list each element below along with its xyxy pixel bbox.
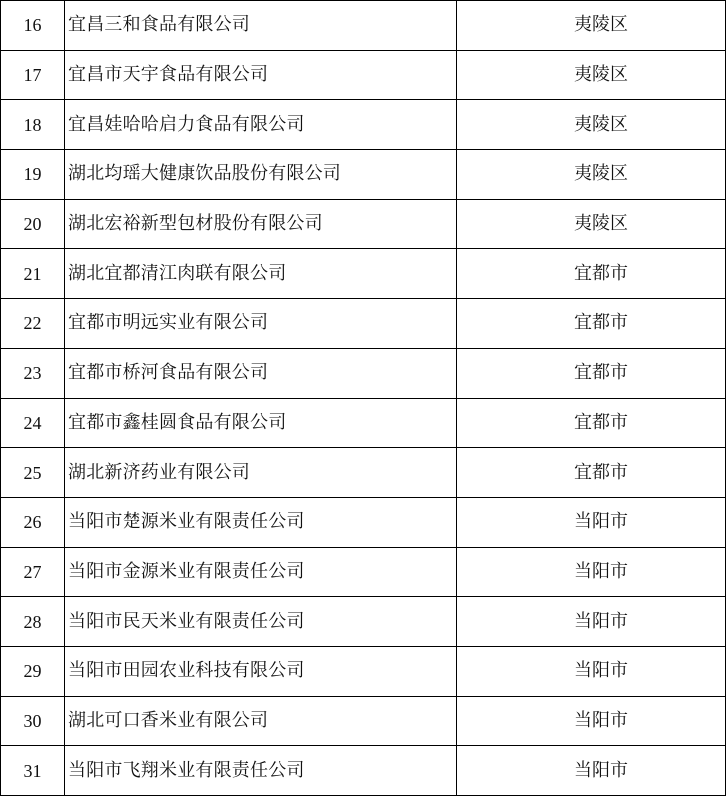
table-row <box>1 597 726 647</box>
region-name: 夷陵区 <box>457 50 726 100</box>
company-table-body <box>1 1 726 796</box>
region-name: 宜都市 <box>457 448 726 498</box>
table-row <box>1 746 726 796</box>
region-name: 当阳市 <box>457 497 726 547</box>
row-number: 30 <box>1 696 65 746</box>
company-name: 宜都市桥河食品有限公司 <box>65 348 457 398</box>
table-row <box>1 299 726 349</box>
row-number: 18 <box>1 100 65 150</box>
row-number: 20 <box>1 199 65 249</box>
row-number: 28 <box>1 597 65 647</box>
region-name: 当阳市 <box>457 646 726 696</box>
table-row <box>1 348 726 398</box>
region-name: 当阳市 <box>457 597 726 647</box>
row-number: 16 <box>1 1 65 51</box>
company-name: 宜昌娃哈哈启力食品有限公司 <box>65 100 457 150</box>
table-row <box>1 646 726 696</box>
region-name: 夷陵区 <box>457 199 726 249</box>
table-row <box>1 696 726 746</box>
company-name: 湖北宏裕新型包材股份有限公司 <box>65 199 457 249</box>
region-name: 宜都市 <box>457 299 726 349</box>
table-row <box>1 100 726 150</box>
region-name: 夷陵区 <box>457 150 726 200</box>
row-number: 17 <box>1 50 65 100</box>
company-name: 当阳市飞翔米业有限责任公司 <box>65 746 457 796</box>
company-name: 当阳市金源米业有限责任公司 <box>65 547 457 597</box>
table-row <box>1 50 726 100</box>
table-row <box>1 150 726 200</box>
table-row <box>1 249 726 299</box>
company-name: 宜昌市天宇食品有限公司 <box>65 50 457 100</box>
table-row <box>1 547 726 597</box>
region-name: 当阳市 <box>457 746 726 796</box>
row-number: 24 <box>1 398 65 448</box>
row-number: 23 <box>1 348 65 398</box>
region-name: 当阳市 <box>457 547 726 597</box>
region-name: 夷陵区 <box>457 1 726 51</box>
table-row <box>1 1 726 51</box>
company-name: 湖北新济药业有限公司 <box>65 448 457 498</box>
row-number: 25 <box>1 448 65 498</box>
row-number: 26 <box>1 497 65 547</box>
company-name: 宜昌三和食品有限公司 <box>65 1 457 51</box>
region-name: 宜都市 <box>457 249 726 299</box>
table-row <box>1 448 726 498</box>
company-name: 宜都市明远实业有限公司 <box>65 299 457 349</box>
company-name: 湖北宜都清江肉联有限公司 <box>65 249 457 299</box>
company-name: 湖北均瑶大健康饮品股份有限公司 <box>65 150 457 200</box>
company-name: 湖北可口香米业有限公司 <box>65 696 457 746</box>
row-number: 22 <box>1 299 65 349</box>
region-name: 宜都市 <box>457 398 726 448</box>
company-name: 当阳市楚源米业有限责任公司 <box>65 497 457 547</box>
region-name: 夷陵区 <box>457 100 726 150</box>
region-name: 宜都市 <box>457 348 726 398</box>
row-number: 27 <box>1 547 65 597</box>
row-number: 31 <box>1 746 65 796</box>
table-row <box>1 398 726 448</box>
table-row <box>1 497 726 547</box>
row-number: 29 <box>1 646 65 696</box>
row-number: 19 <box>1 150 65 200</box>
company-name: 当阳市民天米业有限责任公司 <box>65 597 457 647</box>
row-number: 21 <box>1 249 65 299</box>
region-name: 当阳市 <box>457 696 726 746</box>
company-name: 当阳市田园农业科技有限公司 <box>65 646 457 696</box>
company-name: 宜都市鑫桂圆食品有限公司 <box>65 398 457 448</box>
table-row <box>1 199 726 249</box>
